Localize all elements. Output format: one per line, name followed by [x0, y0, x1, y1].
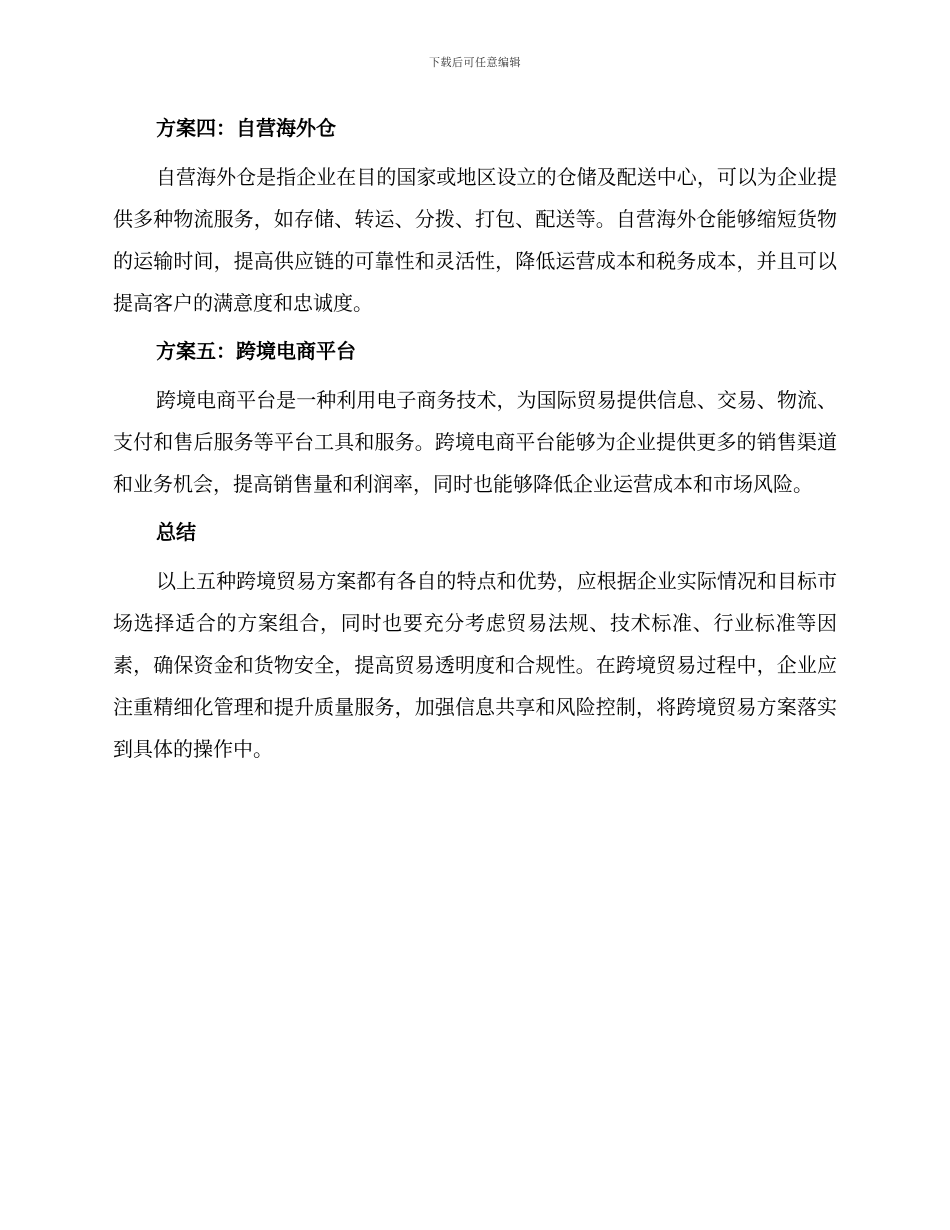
- section-heading-overseas-warehouse: 方案四：自营海外仓: [156, 116, 336, 140]
- paragraph-overseas-warehouse: 自营海外仓是指企业在目的国家或地区设立的仓储及配送中心，可以为企业提供多种物流服务，如存储、转运、分拨、打包、配送等。自营海外仓能够缩短货物的运输时间，提高供应链的可靠性和灵活性，降低运营成本和税务成本，并且可以提高客户的满意度和忠诚度。: [113, 165, 837, 315]
- section-heading-summary: 总结: [156, 520, 196, 544]
- document-body: [113, 110, 837, 770]
- paragraph-ecommerce-platform: 跨境电商平台是一种利用电子商务技术，为国际贸易提供信息、交易、物流、支付和售后服务等平台工具和服务。跨境电商平台能够为企业提供更多的销售渠道和业务机会，提高销售量和利润率，同时也能够降低企业运营成本和市场风险。: [113, 388, 837, 496]
- paragraph-summary: 以上五种跨境贸易方案都有各自的特点和优势，应根据企业实际情况和目标市场选择适合的方案组合，同时也要充分考虑贸易法规、技术标准、行业标准等因素，确保资金和货物安全，提高贸易透明度和合规性。在跨境贸易过程中，企业应注重精细化管理和提升质量服务，加强信息共享和风险控制，将跨境贸易方案落实到具体的操作中。: [113, 569, 837, 761]
- section-heading-ecommerce-platform: 方案五：跨境电商平台: [156, 339, 356, 363]
- header-note: 下载后可任意编辑: [429, 56, 521, 69]
